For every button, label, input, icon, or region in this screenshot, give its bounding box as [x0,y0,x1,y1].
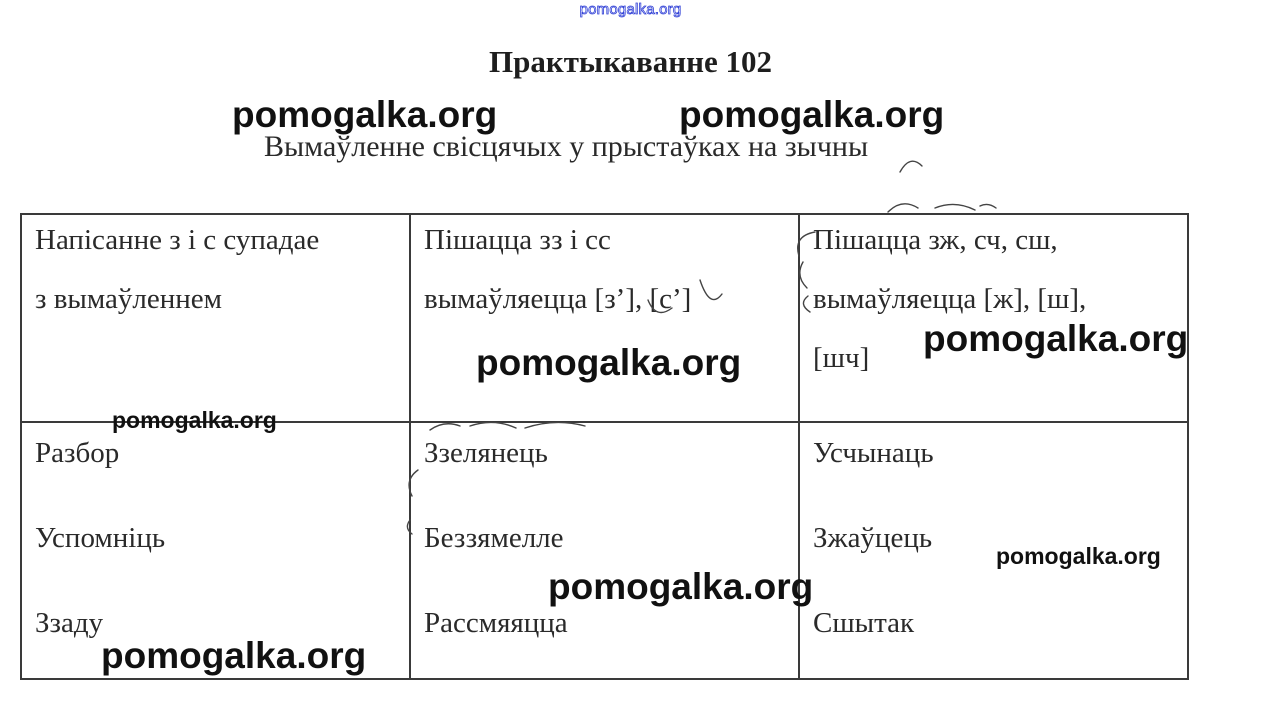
header-text: вымаўляецца [ж], [ш], [813,283,1087,315]
word: Рассмяяцца [424,607,568,639]
word: Разбор [35,437,120,469]
watermark: pomogalka.org [101,635,367,676]
exercise-subtitle: Вымаўленне свісцячых у прыстаўках на зычны [264,130,869,163]
header-text: [шч] [813,342,870,374]
watermark: pomogalka.org [232,94,498,135]
pencil-stroke [900,161,922,172]
pencil-stroke [430,422,585,430]
top-watermark: pomogalka.org [579,1,682,18]
pencil-stroke [648,280,722,313]
word: Успомніць [35,522,166,554]
watermark: pomogalka.org [996,543,1161,569]
word: Усчынаць [813,437,934,469]
watermark: pomogalka.org [112,407,277,433]
pencil-stroke [888,204,996,212]
header-text: з вымаўленнем [35,283,223,315]
word: Сшытак [813,607,915,639]
pencil-stroke [407,470,418,534]
header-text: Пішацца зж, сч, сш, [813,224,1058,256]
word: Беззямелле [424,522,564,554]
watermark: pomogalka.org [548,566,814,607]
word: Зжаўцець [813,522,933,554]
exercise-title: Практыкаванне 102 [488,44,772,79]
header-text: Напісанне з і с супадае [35,224,320,256]
header-text: вымаўляецца [з’], [с’] [424,283,692,315]
word: Ззаду [35,607,104,639]
header-text: Пішацца зз і сс [424,224,611,256]
pencil-stroke [798,232,815,312]
watermark: pomogalka.org [476,342,742,383]
watermark: pomogalka.org [679,94,945,135]
word: Ззелянець [424,437,548,469]
watermark: pomogalka.org [923,318,1189,359]
